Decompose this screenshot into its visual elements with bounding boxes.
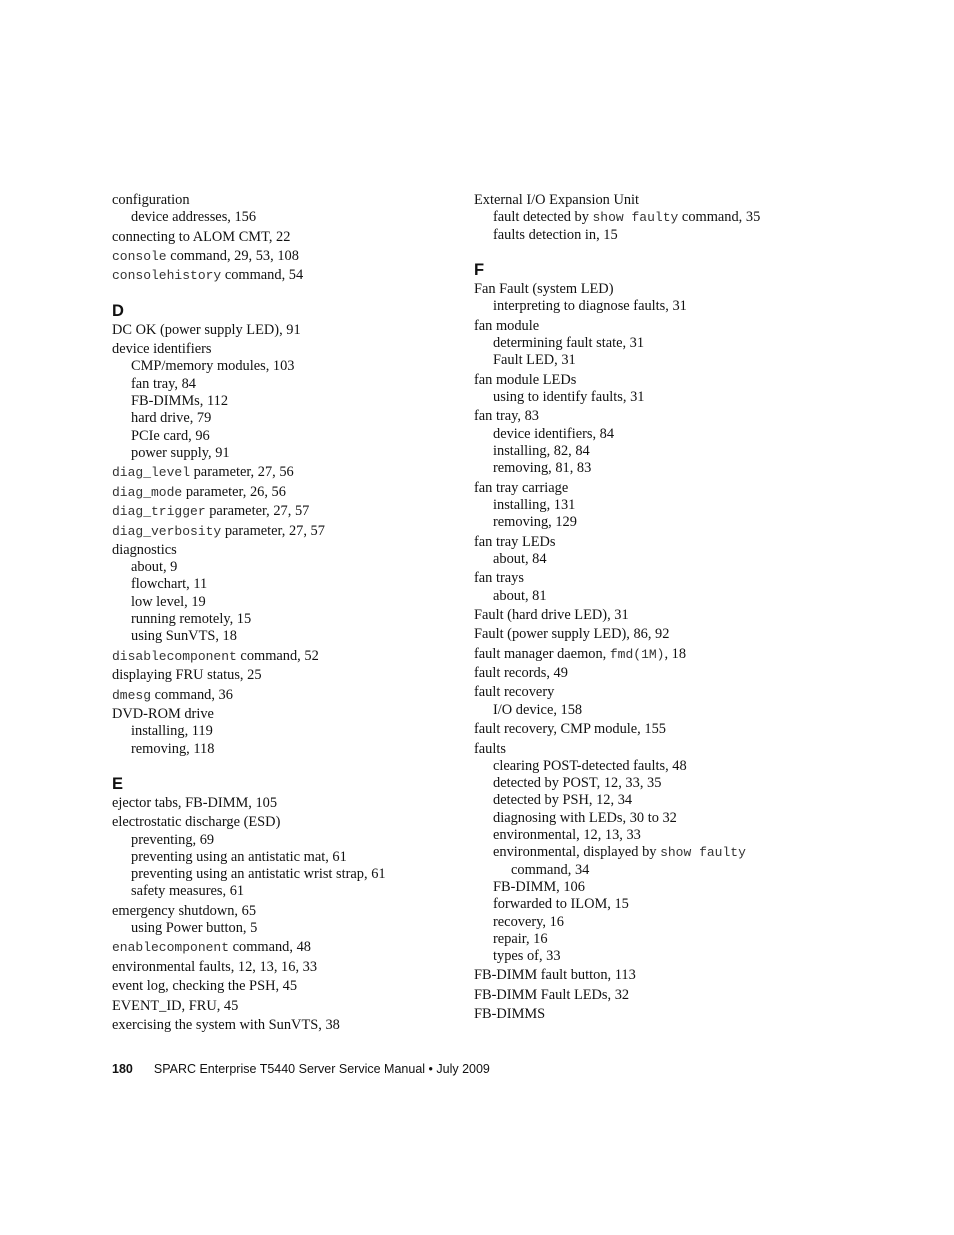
index-subentry [474,227,814,244]
index-entry [112,229,457,246]
entry-text: , 18 [664,645,687,662]
index-subentry [474,758,814,775]
entry-text: detected by PSH, 12, 34 [493,792,633,809]
index-subentry [112,741,457,758]
index-subentry [474,443,814,460]
entry-text: using Power button, 5 [131,920,258,937]
index-entry [474,1006,814,1023]
index-subentry [474,514,814,531]
code-term: consolehistory [112,268,222,284]
footer-title: SPARC Enterprise T5440 Server Service Manual • July 2009 [153,1062,490,1076]
index-subentry [112,559,457,576]
index-subentry [474,862,814,879]
index-entry [112,464,457,481]
entry-text: command, 52 [236,647,319,664]
index-entry [112,192,457,209]
entry-text: installing, 131 [493,496,576,513]
entry-text: Fault LED, 31 [493,352,576,369]
index-entry [112,978,457,995]
index-subentry [474,588,814,605]
index-entry [474,967,814,984]
index-column-right [474,192,814,1024]
entry-text: command, 34 [511,861,590,878]
entry-text: fan tray carriage [474,479,569,496]
entry-text: device identifiers [112,341,212,358]
entry-text: clearing POST-detected faults, 48 [493,757,687,774]
index-subentry [474,827,814,844]
index-entry [474,534,814,551]
index-subentry [474,551,814,568]
entry-text: command, 48 [229,939,311,956]
entry-text: environmental, 12, 13, 33 [493,827,641,844]
entry-text: faults detection in, 15 [493,226,618,243]
entry-text: installing, 119 [131,723,213,740]
index-entry [474,570,814,587]
index-subentry [112,920,457,937]
index-subentry [474,497,814,514]
section-letter: D [112,301,124,320]
entry-text: command, 29, 53, 108 [166,248,299,265]
index-subentry [474,775,814,792]
entry-text: detected by POST, 12, 33, 35 [493,775,662,792]
index-entry [112,248,457,265]
entry-text: External I/O Expansion Unit [474,192,640,208]
entry-text: safety measures, 61 [131,883,245,900]
index-entry [474,192,814,209]
entry-text: command, 36 [151,686,233,703]
entry-text: FB-DIMM, 106 [493,878,585,895]
entry-text: FB-DIMMS [474,1006,546,1023]
index-entry [474,607,814,624]
entry-text: I/O device, 158 [493,701,583,718]
entry-text: Fan Fault (system LED) [474,280,614,297]
index-entry [474,626,814,643]
entry-text: fan tray LEDs [474,533,556,550]
index-entry [474,665,814,682]
entry-text: PCIe card, 96 [131,427,210,444]
index-entry [112,998,457,1015]
entry-text: removing, 81, 83 [493,460,592,477]
index-entry [474,646,814,663]
entry-text: parameter, 27, 56 [190,464,294,481]
index-subentry [474,792,814,809]
index-subentry [112,428,457,445]
entry-text: about, 81 [493,587,547,604]
index-subentry [474,948,814,965]
index-entry [112,1017,457,1034]
entry-text: preventing using an antistatic wrist strap, 61 [131,866,386,883]
entry-text: preventing using an antistatic mat, 61 [131,848,347,865]
entry-text: emergency shutdown, 65 [112,902,257,919]
entry-text: connecting to ALOM CMT, 22 [112,228,291,245]
entry-text: fault recovery, CMP module, 155 [474,721,666,738]
entry-text: parameter, 27, 57 [205,503,310,520]
index-subentry [112,611,457,628]
code-term: diag_verbosity [112,523,222,539]
index-subentry [474,844,814,861]
index-subentry [474,389,814,406]
index-entry [474,684,814,701]
section-letter: E [112,774,124,793]
entry-text: DC OK (power supply LED), 91 [112,321,301,338]
index-subentry [112,209,457,226]
index-subentry [112,866,457,883]
index-subentry [112,723,457,740]
index-subentry [474,810,814,827]
entry-text: device addresses, 156 [131,209,257,226]
entry-text: parameter, 27, 57 [221,522,325,539]
index-column-left [112,192,457,1034]
entry-text: command, 54 [221,267,304,284]
entry-text: interpreting to diagnose faults, 31 [493,298,687,315]
entry-text: fan module [474,317,540,334]
entry-text: faults [474,740,506,757]
index-subentry [112,445,457,462]
code-term: diag_trigger [112,504,206,520]
index-entry [112,542,457,559]
index-entry [112,503,457,520]
index-subentry [112,883,457,900]
index-subentry [112,832,457,849]
entry-text: Fault (power supply LED), 86, 92 [474,626,670,643]
entry-text: fault recovery [474,684,555,701]
entry-text: fan trays [474,570,524,587]
entry-text: diagnostics [112,541,177,558]
code-term: dmesg [112,687,152,703]
index-entry [112,523,457,540]
entry-text: command, 35 [678,209,761,226]
index-entry [112,903,457,920]
entry-text: diagnosing with LEDs, 30 to 32 [493,809,677,826]
index-entry [112,322,457,339]
index-subentry [474,931,814,948]
entry-text: fan tray, 84 [131,375,196,392]
index-entry [112,939,457,956]
index-entry [112,667,457,684]
code-term: fmd(1M) [609,646,665,662]
index-subentry [474,702,814,719]
index-subentry [474,335,814,352]
entry-text: ejector tabs, FB-DIMM, 105 [112,794,278,811]
entry-text: electrostatic discharge (ESD) [112,814,281,831]
entry-text: fault detected by [493,209,593,226]
index-entry [112,687,457,704]
entry-text: fan module LEDs [474,371,577,388]
entry-text: parameter, 26, 56 [182,483,286,500]
index-subentry [112,594,457,611]
index-entry [112,484,457,501]
code-term: show faulty [660,845,746,861]
section-letter: F [474,260,485,279]
entry-text: FB-DIMM fault button, 113 [474,967,636,984]
entry-text: exercising the system with SunVTS, 38 [112,1017,340,1034]
entry-text: about, 9 [131,559,178,576]
index-subentry [474,914,814,931]
entry-text: recovery, 16 [493,913,564,930]
code-term: diag_mode [112,484,183,500]
entry-text: flowchart, 11 [131,576,208,593]
index-entry [112,959,457,976]
code-term: disablecomponent [112,648,237,664]
entry-text: preventing, 69 [131,831,215,848]
index-entry [112,648,457,665]
entry-text: DVD-ROM drive [112,705,214,722]
index-entry [112,706,457,723]
entry-text: installing, 82, 84 [493,442,590,459]
index-subentry [112,376,457,393]
entry-text: power supply, 91 [131,444,230,461]
index-entry [112,341,457,358]
entry-text: FB-DIMM Fault LEDs, 32 [474,986,630,1003]
entry-text: fault records, 49 [474,665,568,682]
entry-text: EVENT_ID, FRU, 45 [112,997,239,1014]
entry-text: fault manager daemon, [474,645,610,662]
index-subentry [112,849,457,866]
entry-text: environmental faults, 12, 13, 16, 33 [112,958,318,975]
code-term: enablecomponent [112,940,230,956]
index-entry [474,987,814,1004]
entry-text: fan tray, 83 [474,408,539,425]
index-entry [474,741,814,758]
index-subentry [474,426,814,443]
entry-text: configuration [112,192,190,208]
entry-text: low level, 19 [131,593,206,610]
entry-text: removing, 118 [131,740,215,757]
entry-text: determining fault state, 31 [493,334,645,351]
entry-text: about, 84 [493,550,547,567]
entry-text: using SunVTS, 18 [131,628,237,645]
entry-text: using to identify faults, 31 [493,388,645,405]
entry-text: displaying FRU status, 25 [112,667,262,684]
code-term: console [112,249,167,265]
index-subentry [474,460,814,477]
index-entry [112,814,457,831]
entry-text: FB-DIMMs, 112 [131,393,229,410]
entry-text: running remotely, 15 [131,611,252,628]
index-subentry [474,298,814,315]
page-footer [112,1062,490,1076]
index-subentry [474,352,814,369]
index-subentry [474,896,814,913]
index-subentry [112,410,457,427]
index-entry [112,795,457,812]
entry-text: event log, checking the PSH, 45 [112,978,298,995]
index-subentry [112,358,457,375]
entry-text: removing, 129 [493,514,577,531]
index-entry [474,318,814,335]
page-number: 180 [112,1062,133,1076]
entry-text: CMP/memory modules, 103 [131,358,295,375]
entry-text: device identifiers, 84 [493,425,615,442]
code-term: show faulty [592,210,679,226]
code-term: diag_level [112,465,191,481]
index-entry [474,372,814,389]
index-entry [112,267,457,284]
index-subentry [112,628,457,645]
entry-text: Fault (hard drive LED), 31 [474,606,629,623]
index-subentry [112,393,457,410]
index-entry [474,281,814,298]
entry-text: repair, 16 [493,930,548,947]
entry-text: hard drive, 79 [131,410,212,427]
entry-text: forwarded to ILOM, 15 [493,896,629,913]
index-entry [474,408,814,425]
index-subentry [474,879,814,896]
entry-text: types of, 33 [493,948,561,965]
index-entry [474,480,814,497]
index-subentry [474,209,814,226]
index-subentry [112,576,457,593]
index-entry [474,721,814,738]
entry-text: environmental, displayed by [493,844,661,861]
